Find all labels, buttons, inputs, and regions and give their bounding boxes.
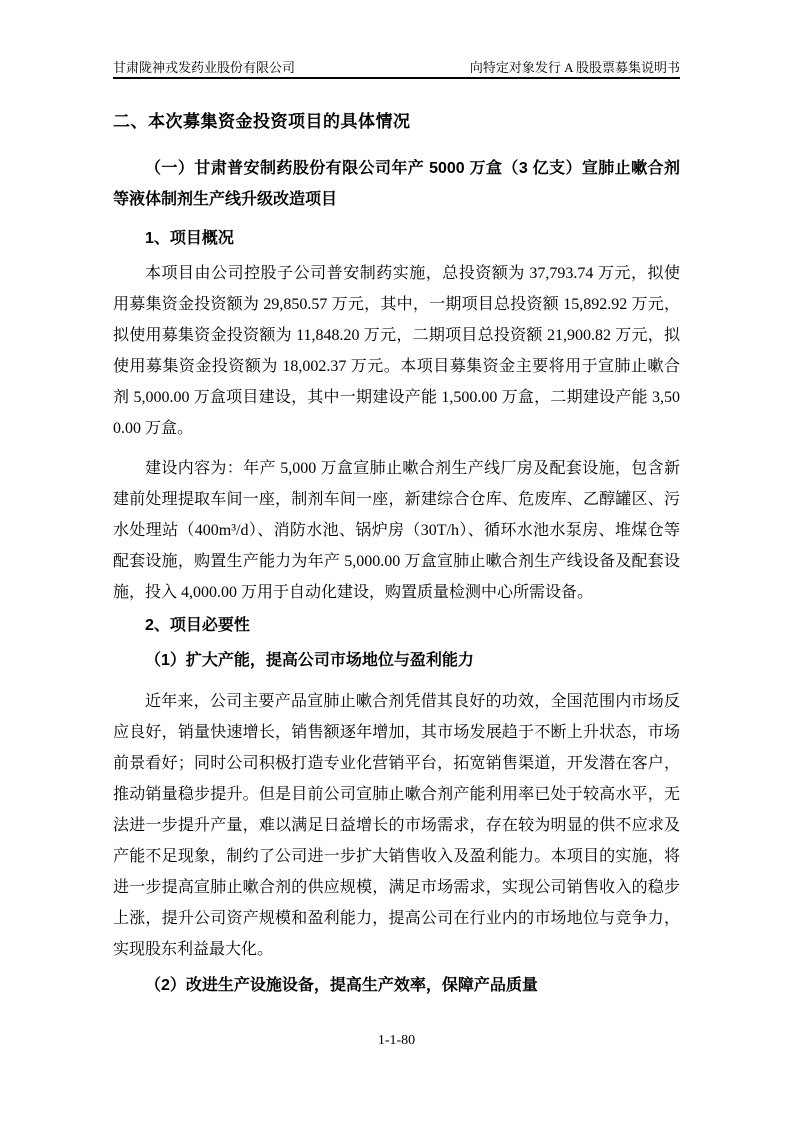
page-header	[113, 59, 680, 79]
necessity-sub-heading-2: （2）改进生产设施设备，提高生产效率，保障产品质量	[145, 977, 538, 994]
necessity-paragraph-1: 近年来，公司主要产品宣肺止嗽合剂凭借其良好的功效，全国范围内市场反应良好，销量快速增长，销售额逐年增加，其市场发展趋于不断上升状态，市场前景看好；同时公司积极打造专业化营销平台，拓宽销售渠道，开发潜在客户，推动销量稳步提升。但是目前公司宣肺止嗽合剂产能利用率已处于较高水平，无法进一步提升产量，难以满足日益增长的市场需求，存在较为明显的供不应求及产能不足现象，制约了公司进一步扩大销售收入及盈利能力。本项目的实施，将进一步提高宣肺止嗽合剂的供应规模，满足市场需求，实现公司销售收入的稳步上涨，提升公司资产规模和盈利能力，提高公司在行业内的市场地位与竞争力，实现股东利益最大化。	[113, 693, 680, 958]
header-document-title: 向特定对象发行 A 股股票募集说明书	[469, 60, 680, 75]
overview-heading: 1、项目概况	[145, 230, 234, 247]
overview-paragraph-1: 本项目由公司控股子公司普安制药实施，总投资额为 37,793.74 万元，拟使用募集资金投资额为 29,850.57 万元，其中，一期项目总投资额 15,892.92 万元，拟使用募集资金投资额为 11,848.20 万元，二期项目总投资额 21,900.82 万元，拟使用募集资金投资额为 18,002.37 万元。本项目募集资金主要将用于宣肺止嗽合剂 5,000.00 万盒项目建设，其中一期建设产能 1,500.00 万盒，二期建设产能 3,500.00 万盒。	[113, 265, 680, 437]
project-heading: （一）甘肃普安制药股份有限公司年产 5000 万盒（3 亿支）宣肺止嗽合剂等液体制剂生产线升级改造项目	[113, 160, 680, 208]
section-title: 二、本次募集资金投资项目的具体情况	[113, 112, 411, 131]
necessity-heading: 2、项目必要性	[145, 617, 250, 634]
necessity-sub-heading-1: （1）扩大产能，提高公司市场地位与盈利能力	[145, 652, 474, 669]
page-number: 1-1-80	[377, 1033, 416, 1048]
overview-paragraph-2: 建设内容为：年产 5,000 万盒宣肺止嗽合剂生产线厂房及配套设施，包含新建前处理提取车间一座，制剂车间一座，新建综合仓库、危废库、乙醇罐区、污水处理站（400m³/d）、消防水池、锅炉房（30T/h）、循环水池水泵房、堆煤仓等配套设施，购置生产能力为年产 5,000.00 万盒宣肺止嗽合剂生产线设备及配套设施，投入 4,000.00 万用于自动化建设，购置质量检测中心所需设备。	[113, 460, 680, 601]
header-company-name: 甘肃陇神戎发药业股份有限公司	[113, 60, 296, 75]
